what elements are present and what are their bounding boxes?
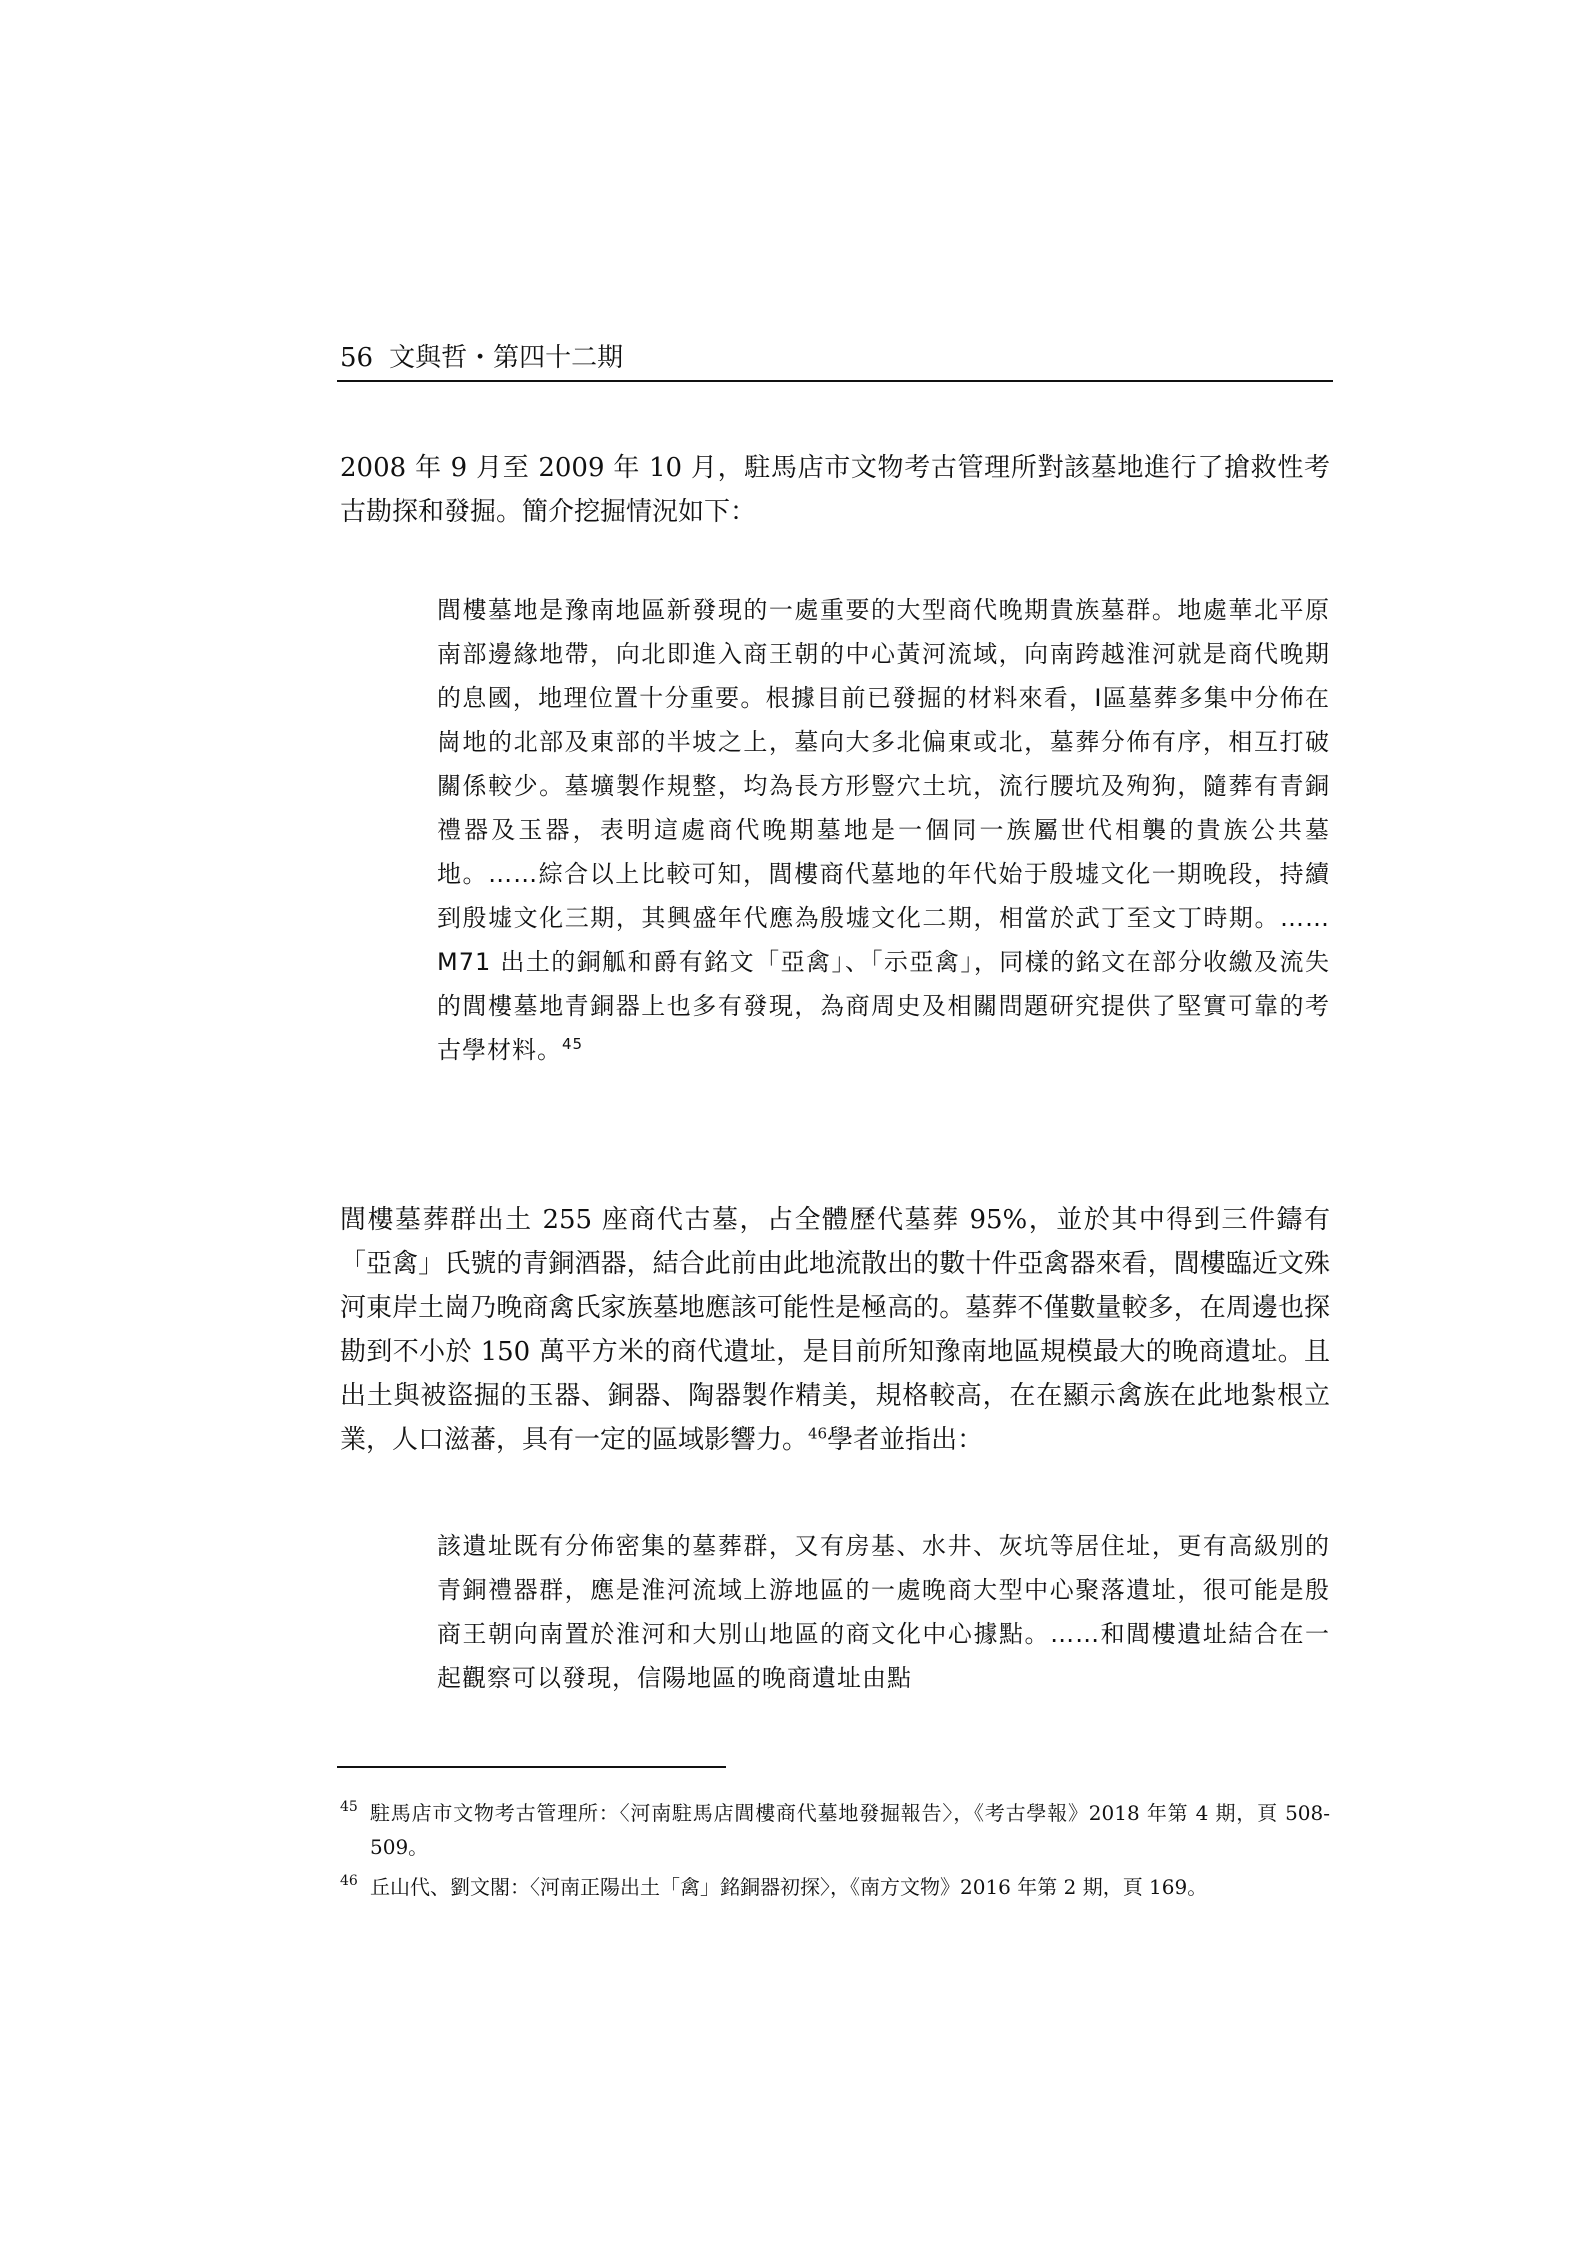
body-paragraph-2-text: 閭樓墓葬群出土 255 座商代古墓，占全體歷代墓葬 95%，並於其中得到三件鑄有「亞禽」氏號的青銅酒器，結合此前由此地流散出的數十件亞禽器來看，閭樓臨近文殊河東岸土崗乃晚商禽氏家族墓地應該可能性是極高的。墓葬不僅數量較多，在周邊也探勘到不小於 150 萬平方米的商代遺址，是目前所知豫南地區規模最大的晚商遺址。且出土與被盜掘的玉器、銅器、陶器製作精美，規格較高，在在顯示禽族在此地紮根立業，人口滋蕃，具有一定的區域影響力。 xyxy=(340,1205,1330,1455)
header-rule xyxy=(337,380,1333,382)
body-paragraph-1: 2008 年 9 月至 2009 年 10 月，駐馬店市文物考古管理所對該墓地進行了搶救性考古勘探和發掘。簡介挖掘情況如下： xyxy=(340,453,1330,527)
footnote-46 xyxy=(340,1870,1330,1904)
footnote-45 xyxy=(340,1796,1330,1864)
footnote-text: 駐馬店市文物考古管理所：〈河南駐馬店閭樓商代墓地發掘報告〉，《考古學報》2018 年第 4 期，頁 508-509。 xyxy=(370,1801,1330,1859)
running-header xyxy=(340,338,1330,378)
block-quote-1 xyxy=(437,588,1330,1072)
footnote-ref-46[interactable]: 46 xyxy=(808,1424,828,1443)
page-number: 56 xyxy=(340,343,374,373)
footnote-number: 45 xyxy=(340,1799,358,1815)
footnote-rule xyxy=(337,1766,726,1768)
block-quote-1-text: 閭樓墓地是豫南地區新發現的一處重要的大型商代晚期貴族墓群。地處華北平原南部邊緣地帶，向北即進入商王朝的中心黃河流域，向南跨越淮河就是商代晚期的息國，地理位置十分重要。根據目前已發掘的材料來看，Ⅰ區墓葬多集中分佈在崗地的北部及東部的半坡之上，墓向大多北偏東或北，墓葬分佈有序，相互打破關係較少。墓壙製作規整，均為長方形豎穴土坑，流行腰坑及殉狗，隨葬有青銅禮器及玉器，表明這處商代晚期墓地是一個同一族屬世代相襲的貴族公共墓地。……綜合以上比較可知，閭樓商代墓地的年代始于殷墟文化一期晚段，持續到殷墟文化三期，其興盛年代應為殷墟文化二期，相當於武丁至文丁時期。……M71 出土的銅觚和爵有銘文「亞禽」、「示亞禽」，同樣的銘文在部分收繳及流失的閭樓墓地青銅器上也多有發現，為商周史及相關問題研究提供了堅實可靠的考古學材料。 xyxy=(437,596,1330,1064)
journal-title: 文與哲・第四十二期 xyxy=(389,343,624,373)
footnote-number: 46 xyxy=(340,1873,358,1889)
footnote-ref-45[interactable]: 45 xyxy=(562,1035,584,1053)
body-paragraph-2-tail: 學者並指出： xyxy=(827,1425,984,1455)
footnote-text: 丘山代、劉文閣：〈河南正陽出土「禽」銘銅器初探〉，《南方文物》2016 年第 2 期，頁 169。 xyxy=(370,1875,1208,1899)
body-paragraph-2 xyxy=(340,1198,1330,1462)
block-quote-2: 該遺址既有分佈密集的墓葬群，又有房基、水井、灰坑等居住址，更有高級別的青銅禮器群，應是淮河流域上游地區的一處晚商大型中心聚落遺址，很可能是殷商王朝向南置於淮河和大別山地區的商文化中心據點。……和閭樓遺址結合在一起觀察可以發現，信陽地區的晚商遺址由點 xyxy=(437,1532,1330,1692)
footnotes xyxy=(340,1796,1330,1910)
